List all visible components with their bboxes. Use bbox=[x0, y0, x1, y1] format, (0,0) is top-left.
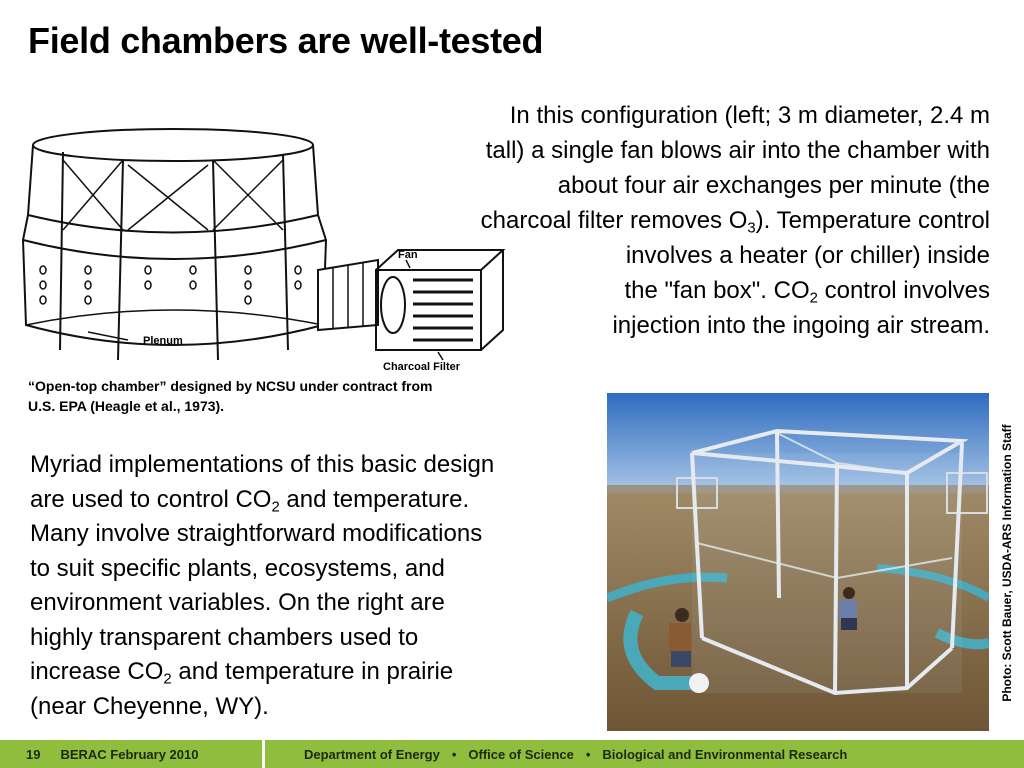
slide-title: Field chambers are well-tested bbox=[28, 20, 544, 61]
footer-divider bbox=[262, 740, 265, 768]
footer-bar bbox=[0, 740, 1024, 768]
footer-left bbox=[26, 747, 198, 762]
implementations-paragraph: Myriad implementations of this basic design are used to control $CO_2$ and temperature. Many involve straightforward modifications to suit specific plants, ecosystems, and environment variables. On the right are highly transparent chambers used to increase $CO_2$ and temperature in prairie (near Cheyenne, WY). bbox=[30, 451, 495, 720]
event-label: BERAC February 2010 bbox=[60, 747, 199, 762]
footer-right bbox=[304, 747, 847, 762]
photo-credit: Photo: Scott Bauer, USDA-ARS Information Staff bbox=[1000, 424, 1014, 702]
slide-number: 19 bbox=[26, 747, 41, 762]
org-science: Office of Science bbox=[468, 747, 574, 762]
separator-dot: • bbox=[585, 747, 591, 762]
fan-label: Fan bbox=[398, 249, 418, 261]
prairie-chamber-photo bbox=[607, 393, 989, 731]
photo-credit-area bbox=[990, 393, 1024, 733]
description-paragraph: In this configuration (left; 3 m diameter, 2.4 m tall) a single fan blows air into the chamber with about four air exchanges per minute (the charcoal filter removes $O_3$). Temperature control involves a heater (or chiller) inside the "fan box". $CO_2$ control involves injection into the ingoing air stream. bbox=[480, 102, 990, 339]
org-ber: Biological and Environmental Research bbox=[602, 747, 848, 762]
separator-dot: • bbox=[451, 747, 457, 762]
plenum-label: Plenum bbox=[143, 335, 183, 347]
charcoal-filter-label: Charcoal Filter bbox=[383, 361, 461, 373]
diagram-caption: “Open-top chamber” designed by NCSU under contract from U.S. EPA (Heagle et al., 1973). bbox=[28, 378, 433, 414]
open-top-chamber-diagram bbox=[18, 120, 508, 380]
org-doe: Department of Energy bbox=[304, 747, 440, 762]
